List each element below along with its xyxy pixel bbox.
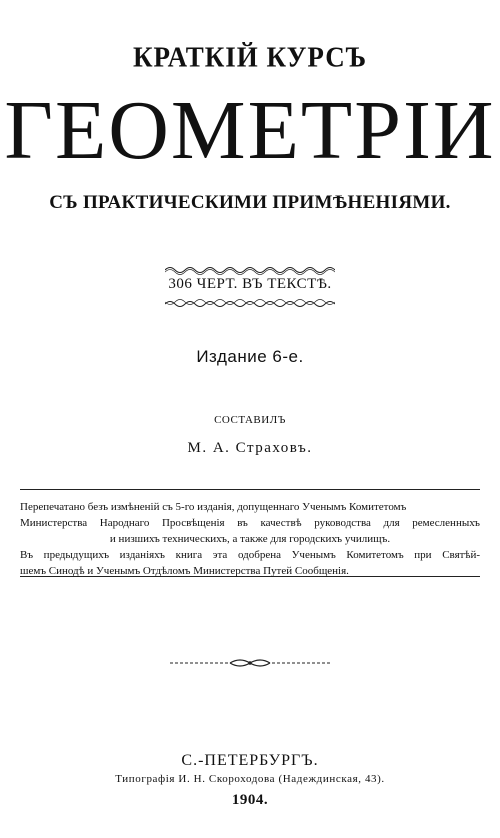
approval-line-2: Министерства Народнаго Просвѣщенія въ качествѣ руководства для ремесленныхъ — [20, 517, 480, 529]
subtitle: СЪ ПРАКТИЧЕСКИМИ ПРИМѢНЕНІЯМИ. — [49, 192, 451, 213]
edition-label: Издание 6-е. — [196, 347, 304, 366]
title-line-1: КРАТКІЙ КУРСЪ — [132, 41, 368, 73]
figures-note: 306 ЧЕРТ. ВЪ ТЕКСТѢ. — [168, 276, 332, 292]
imprint-year: 1904. — [231, 792, 269, 808]
approval-line-5: шемъ Синодѣ и Ученымъ Отдѣломъ Министерства Путей Сообщенія. — [20, 565, 349, 577]
author-name: М. А. Страховъ. — [187, 440, 313, 456]
compiled-by-label: СОСТАВИЛЪ — [214, 414, 286, 426]
approval-line-4: Въ предыдущихъ изданіяхъ книга эта одобрена Ученымъ Комитетомъ при Святѣй- — [20, 549, 480, 561]
imprint-printer: Типографія И. Н. Скороходова (Надеждинская, 43). — [115, 773, 385, 785]
approval-line-1: Перепечатано безъ измѣненій съ 5-го изданія, допущеннаго Ученымъ Комитетомъ — [20, 501, 407, 513]
imprint-city: С.-ПЕТЕРБУРГЪ. — [181, 752, 319, 769]
wavy-ornament-bottom — [0, 296, 500, 314]
title-main: ГЕОМЕТРІИ — [4, 84, 496, 177]
approval-line-3: и низшихъ техническихъ, а также для городскихъ училищъ. — [109, 533, 391, 545]
approval-box — [20, 489, 480, 577]
ornamental-divider — [0, 656, 500, 674]
